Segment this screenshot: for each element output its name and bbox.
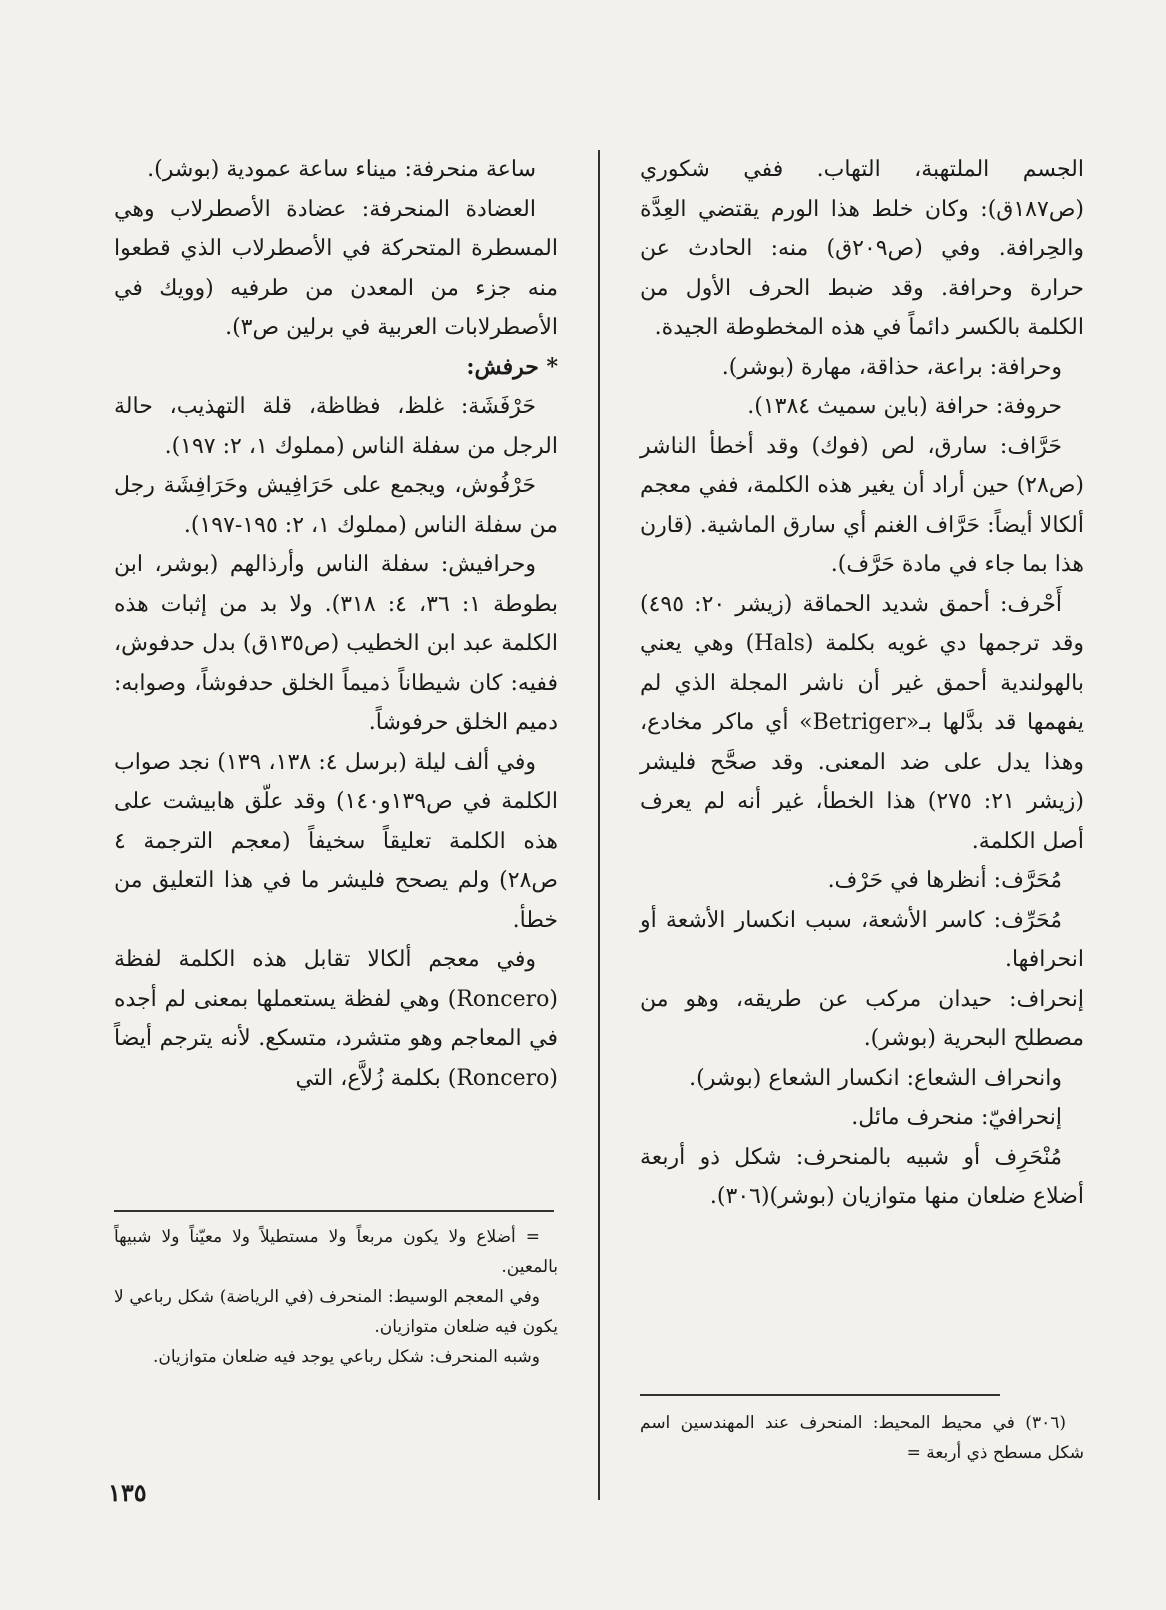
paragraph: حَرْفَشَة: غلظ، فظاظة، قلة التهذيب، حالة الرجل من سفلة الناس (مملوك ١، ٢: ١٩٧). <box>114 394 558 459</box>
entry-heading: * حرفش: <box>466 353 558 380</box>
paragraph: وفي معجم ألكالا تقابل هذه الكلمة لفظة (Roncero) وهي لفظة يستعملها بمعنى لم أجده في المعاجم وهو متشرد، متسكع. لأنه يترجم أيضاً (Roncero) بكلمة زُلاَّع، التي <box>114 947 558 1091</box>
paragraph: الجسم الملتهبة، التهاب. ففي شكوري (ص١٨٧ق): وكان خلط هذا الورم يقتضي العِدَّة والحِرافة. وفي (ص٢٠٩ق) منه: الحادث عن حرارة وحرافة. وقد ضبط الحرف الأول من الكلمة بالكسر دائماً في هذه المخطوطة الجيدة. <box>640 157 1084 340</box>
paragraph: حَرَّاف: سارق، لص (فوك) وقد أخطأ الناشر (ص٢٨) حين أراد أن يغير هذه الكلمة، ففي معجم ألكالا أيضاً: حَرَّاف الغنم أي سارق الماشية. (قارن هذا بما جاء في مادة حَرَّف). <box>640 433 1084 577</box>
paragraph: حروفة: حرافة (باين سميث ١٣٨٤). <box>747 394 1062 419</box>
paragraph: إنحراف: حيدان مركب عن طريقه، وهو من مصطلح البحرية (بوشر). <box>640 986 1084 1051</box>
footnotes-left <box>114 1222 558 1372</box>
paragraph: وفي ألف ليلة (برسل ٤: ١٣٨، ١٣٩) نجد صواب الكلمة في ص١٣٩و١٤٠) وقد علّق هابيشت على هذه الكلمة تعليقاً سخيفاً (معجم الترجمة ٤ ص٢٨) ولم يصحح فليشر ما في هذا التعليق من خطأ. <box>114 749 559 933</box>
right-text-column <box>640 150 1084 1217</box>
paragraph: وحرافيش: سفلة الناس وأرذالهم (بوشر، ابن بطوطة ١: ٣٦، ٤: ٣١٨). ولا بد من إثبات هذه الكلمة عبد ابن الخطيب (ص١٣٥ق) بدل حدفوش، ففيه: كان شيطاناً ذميماً الخلق حدفوشاً، وصوابه: دميم الخلق حرفوشاً. <box>114 552 559 735</box>
paragraph: مُنْحَرِف أو شبيه بالمنحرف: شكل ذو أربعة أضلاع ضلعان منها متوازيان (بوشر)(٣٠٦). <box>640 1144 1084 1209</box>
paragraph: مُحَرِّف: كاسر الأشعة، سبب انكسار الأشعة أو انحرافها. <box>640 907 1084 972</box>
column-divider <box>598 150 600 1500</box>
footnotes-right <box>640 1408 1084 1468</box>
paragraph: ساعة منحرفة: ميناء ساعة عمودية (بوشر). <box>147 157 536 182</box>
footnote: وفي المعجم الوسيط: المنحرف (في الرياضة) شكل رباعي لا يكون فيه ضلعان متوازيان. <box>114 1287 558 1337</box>
paragraph: مُحَرَّف: أنظرها في حَرْف. <box>827 868 1062 893</box>
footnote: (٣٠٦) في محيط المحيط: المنحرف عند المهندسين اسم شكل مسطح ذي أربعة = <box>640 1413 1084 1463</box>
page-number: ١٣٥ <box>108 1478 147 1507</box>
left-text-column <box>114 150 558 1098</box>
footnote-rule <box>114 1210 554 1212</box>
paragraph: وحرافة: براعة، حذاقة، مهارة (بوشر). <box>721 354 1062 380</box>
paragraph: وانحراف الشعاع: انكسار الشعاع (بوشر). <box>689 1065 1062 1091</box>
paragraph: إنحرافيّ: منحرف مائل. <box>851 1105 1062 1130</box>
footnote-rule <box>640 1394 1000 1396</box>
footnote: = أضلاع ولا يكون مربعاً ولا مستطيلاً ولا معيّناً ولا شبيهاً بالمعين. <box>114 1227 558 1277</box>
paragraph: حَرْفُوش، ويجمع على حَرَافِيش وحَرَافِشَة رجل من سفلة الناس (مملوك ١، ٢: ١٩٥-١٩٧). <box>114 473 558 538</box>
footnote: وشبه المنحرف: شكل رباعي يوجد فيه ضلعان متوازيان. <box>152 1347 540 1367</box>
paragraph: العضادة المنحرفة: عضادة الأصطرلاب وهي المسطرة المتحركة في الأصطرلاب الذي قطعوا منه جزء من المعدن من طرفيه (وويك في الأصطرلابات العربية في برلين ص٣). <box>114 196 558 340</box>
paragraph: أَحْرف: أحمق شديد الحماقة (زيشر ٢٠: ٤٩٥) وقد ترجمها دي غويه بكلمة (Hals) وهي يعني بالهولندية أحمق غير أن ناشر المجلة الذي لم يفهمها قد بدَّلها بـ«Betriger» أي ماكر مخادع، وهذا يدل على ضد المعنى. وقد صحَّح فليشر (زيشر ٢١: ٢٧٥) هذا الخطأ، غير أنه لم يعرف أصل الكلمة. <box>640 591 1085 854</box>
